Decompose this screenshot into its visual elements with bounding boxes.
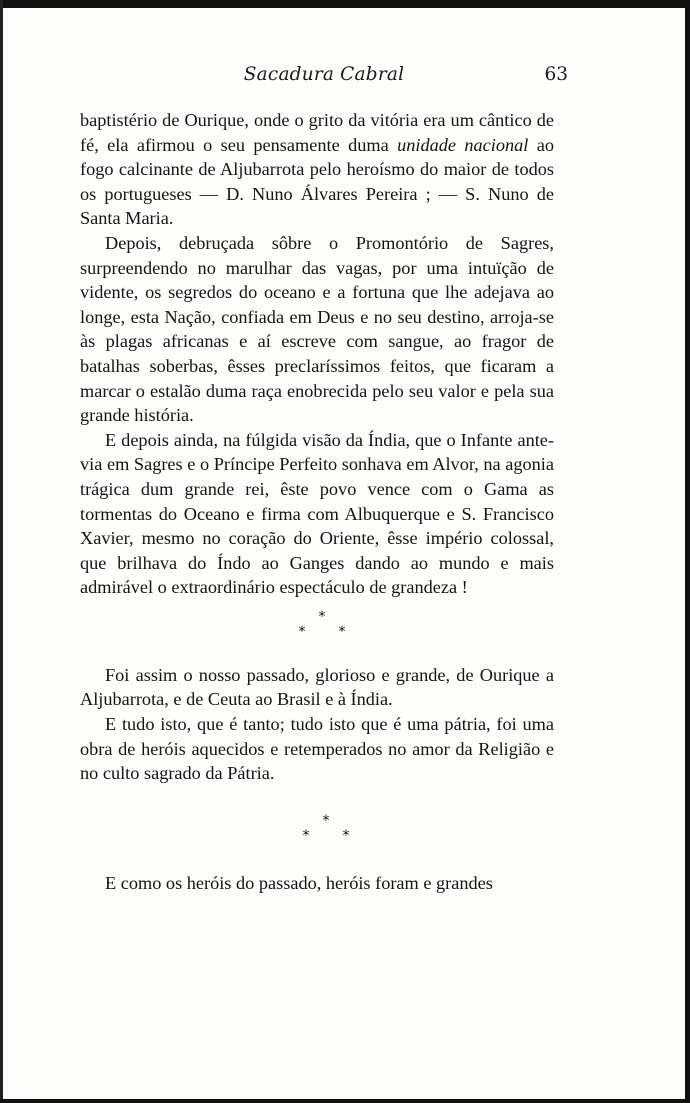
paragraph-6: E como os heróis do passado, heróis foram e grandes [105, 872, 493, 893]
asterisk-icon: * [342, 827, 350, 844]
paragraph-2: Depois, debruçada sôbre o Promontório de Sagres, surpreendendo no marulhar das vagas, por uma intuïção de vidente, os segredos do oceano e a fortuna que lhe adejava ao longe, esta Nação, confiada em Deus e no seu destino, arroja-se às plagas africanas e aí escreve com sangue, ao fragor de batalhas soberbas, êsses preclaríssimos feitos, que ficaram a marcar o estalão duma raça enobrecida pelo seu valor e pela sua grande história. [80, 232, 554, 426]
separator-bottom-row [98, 829, 554, 844]
scan-border-top [0, 0, 690, 8]
asterisk-icon: * [322, 812, 330, 829]
scan-border-right [685, 0, 690, 1103]
paragraph-1-emphasis: unidade nacional [397, 134, 529, 155]
running-title: Sacadura Cabral [243, 64, 405, 85]
body-text [80, 108, 554, 895]
paragraph-1 [80, 108, 554, 231]
scan-border-left [0, 0, 3, 1103]
section-separator-1 [90, 610, 554, 640]
page-number: 63 [544, 64, 568, 85]
asterisk-icon: * [302, 827, 310, 844]
asterisk-icon: * [298, 623, 306, 640]
separator-top-row [90, 610, 554, 625]
paragraph-5: E tudo isto, que é tanto; tudo isto que é uma pátria, foi uma obra de heróis aquecidos e retemperados no amor da Religião e no culto sagrado da Pátria. [80, 714, 554, 784]
asterisk-icon: * [318, 608, 326, 625]
scan-border-bottom [0, 1099, 690, 1103]
separator-bottom-row [90, 625, 554, 640]
paragraph-3: E depois ainda, na fúlgida visão da Índia, que o Infante ante-via em Sagres e o Príncipe Perfeito sonhava em Alvor, na agonia trágica dum grande rei, êste povo vence com o Gama as tormentas do Oceano e firma com Albuquerque e S. Francisco Xavier, mesmo no coração do Oriente, êsse império colossal, que brilhava do Índo ao Ganges dando ao mundo e mais admirável o extraordinário espectáculo de grandeza ! [80, 429, 554, 598]
running-head [80, 64, 568, 90]
paragraph-1-text-b: ao fogo calcinante de Aljubarrota pelo heroísmo do maior de todos os portugueses — D. Nuno Álvares Pereira ; — S. Nuno de Santa Maria. [80, 134, 555, 229]
asterisk-icon: * [338, 623, 346, 640]
paragraph-4: Foi assim o nosso passado, glorioso e grande, de Ourique a Aljubarrota, e de Ceuta ao Brasil e à Índia. [80, 664, 554, 710]
section-separator-2 [98, 814, 554, 844]
paragraph-1-text-a: baptistério de Ourique, onde o grito da vitória era um cântico de fé, ela afirmou o seu pensamente duma [80, 110, 554, 155]
separator-top-row [98, 814, 554, 829]
